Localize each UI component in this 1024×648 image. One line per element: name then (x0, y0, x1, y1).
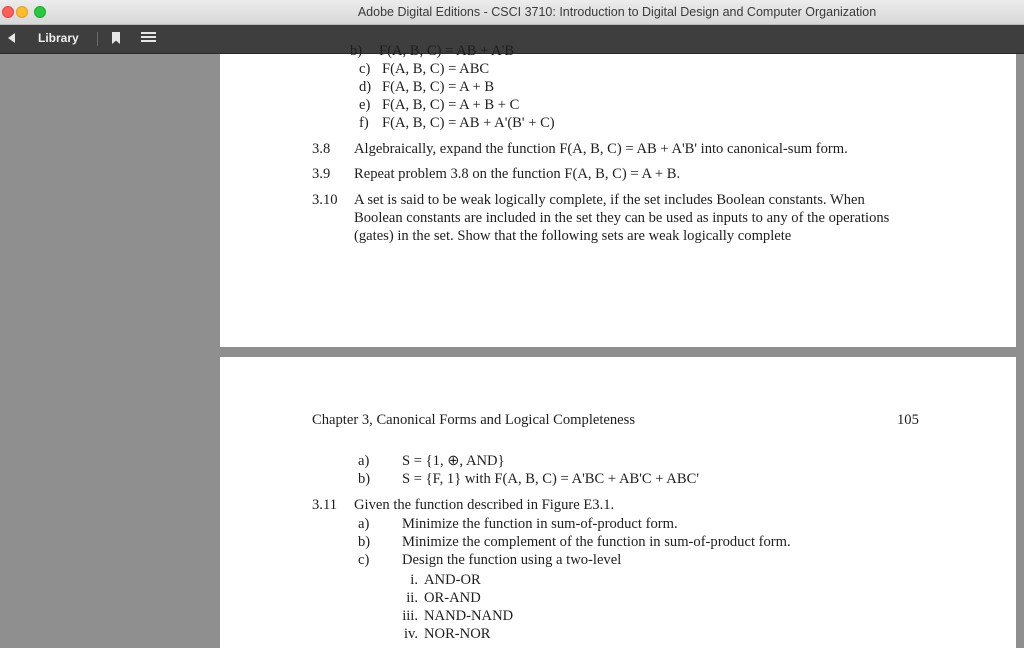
roman-text: NAND-NAND (424, 608, 514, 624)
document-page (220, 43, 1016, 347)
list-item-text: F(A, B, C) = AB + A'(B' + C) (382, 115, 555, 131)
list-item-label: b) (358, 534, 371, 550)
roman-text: NOR-NOR (424, 626, 491, 642)
list-item-text: Minimize the function in sum-of-product form. (402, 516, 678, 532)
list-item-text: Minimize the complement of the function in sum-of-product form. (402, 534, 791, 550)
list-item-text: Design the function using a two-level (402, 552, 622, 568)
list-item-label: c) (358, 552, 370, 568)
bookmark-icon[interactable] (112, 32, 120, 44)
problem-number: 3.10 (312, 192, 338, 208)
page-header: Chapter 3, Canonical Forms and Logical Completeness (312, 412, 636, 428)
cropped-line: b) F(A, B, C) = AB + A'B (350, 43, 515, 59)
roman-label: ii. (406, 590, 418, 606)
list-item-text: F(A, B, C) = ABC (382, 61, 490, 77)
page-number: 105 (897, 412, 919, 428)
roman-label: i. (410, 572, 418, 588)
title-bar (0, 0, 1024, 25)
list-item-text: F(A, B, C) = A + B + C (382, 97, 520, 113)
roman-text: OR-AND (424, 590, 481, 606)
problem-number: 3.11 (312, 497, 337, 513)
list-item-label: f) (359, 115, 369, 131)
toolbar-divider (97, 32, 98, 46)
list-item-text: S = {F, 1} with F(A, B, C) = A'BC + AB'C + ABC' (402, 471, 699, 487)
list-item-label: a) (358, 516, 370, 532)
back-arrow-icon[interactable] (8, 33, 15, 43)
list-item-text: S = {1, ⊕, AND} (402, 453, 505, 469)
library-button[interactable]: Library (38, 31, 79, 45)
problem-text: Given the function described in Figure E3.1. (354, 497, 615, 513)
roman-label: iii. (402, 608, 418, 624)
problem-number: 3.9 (312, 166, 331, 182)
problem-text: Algebraically, expand the function F(A, B, C) = AB + A'B' into canonical-sum form. (354, 141, 848, 157)
roman-text: AND-OR (424, 572, 481, 588)
window-title: Adobe Digital Editions - CSCI 3710: Introduction to Digital Design and Computer Organization (357, 5, 877, 19)
table-of-contents-icon[interactable] (141, 32, 156, 44)
list-item-text: F(A, B, C) = A + B (382, 79, 495, 95)
problem-text: Repeat problem 3.8 on the function F(A, B, C) = A + B. (354, 166, 681, 182)
list-item-label: c) (359, 61, 371, 77)
list-item-label: a) (358, 453, 370, 469)
roman-label: iv. (403, 626, 418, 642)
list-item-label: b) (358, 471, 371, 487)
problem-text: A set is said to be weak logically complete, if the set includes Boolean constants. When (354, 192, 865, 208)
list-item-label: d) (359, 79, 372, 95)
problem-number: 3.8 (312, 141, 331, 157)
problem-text: Boolean constants are included in the set they can be used as inputs to any of the operations (354, 210, 890, 226)
list-item-label: e) (359, 97, 371, 113)
problem-text: (gates) in the set. Show that the following sets are weak logically complete (354, 228, 792, 244)
document-page (220, 357, 1016, 648)
